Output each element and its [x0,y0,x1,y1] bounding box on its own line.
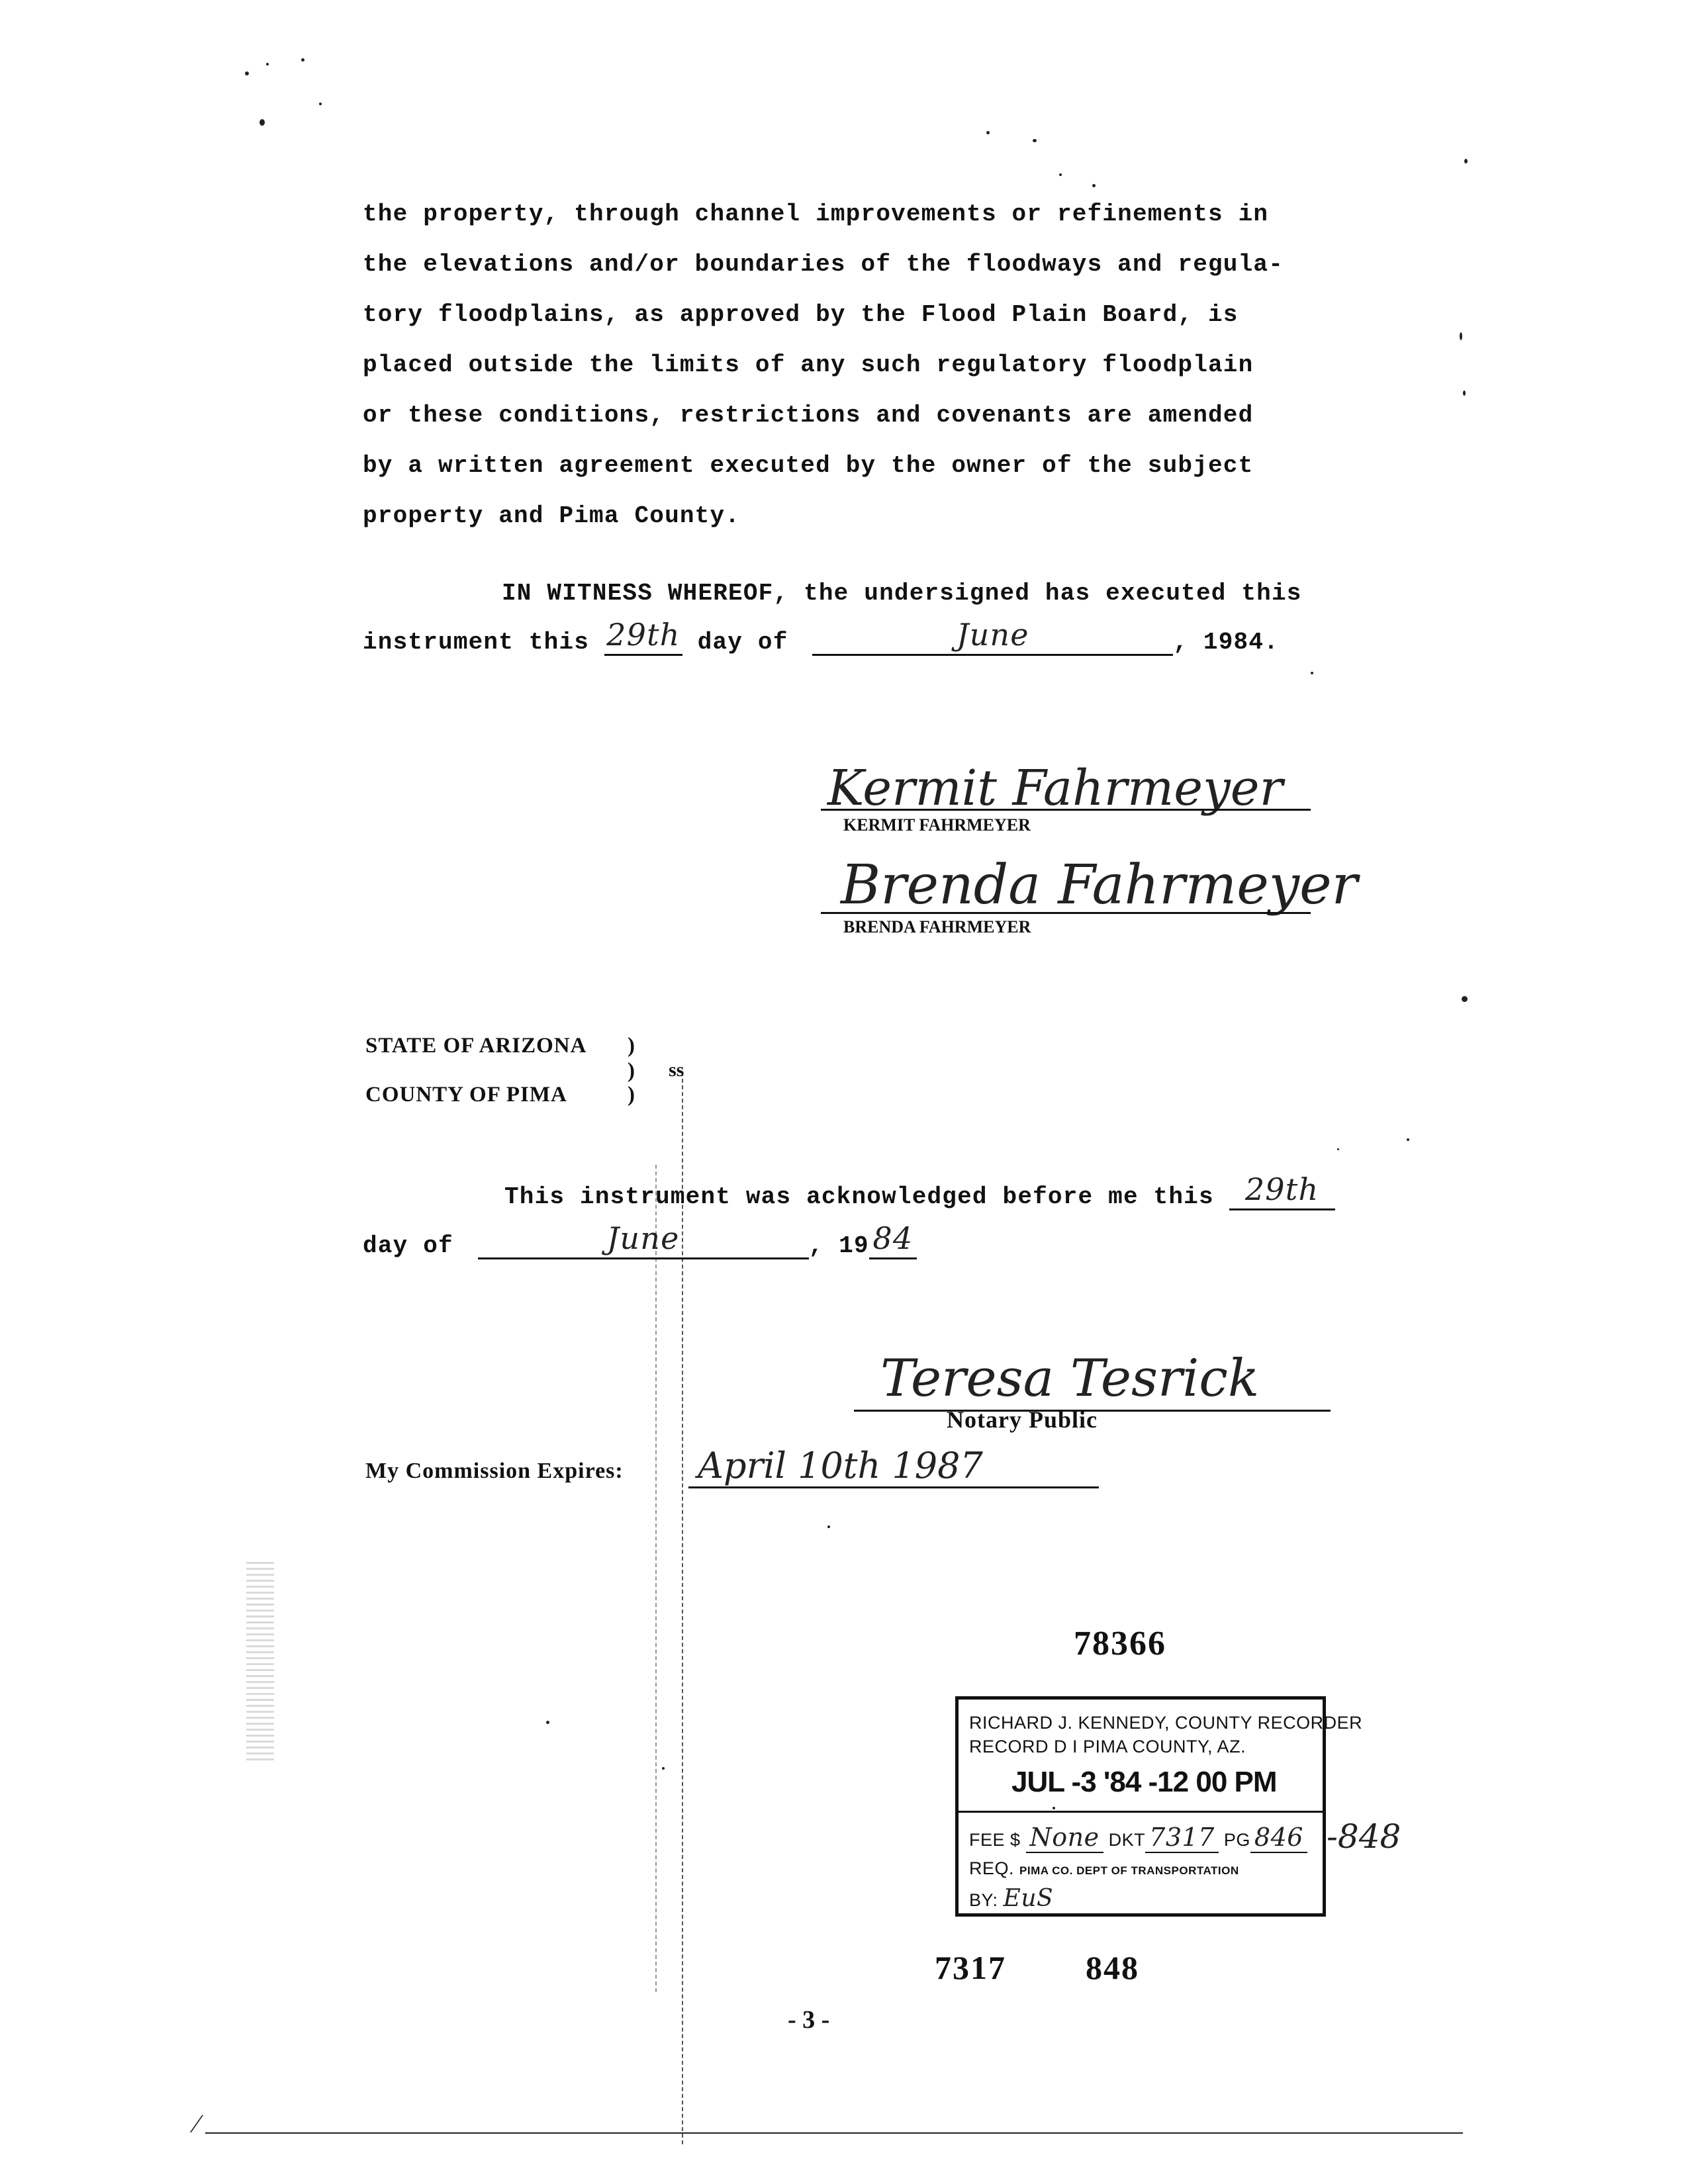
page-bottom-line [205,2132,1463,2134]
page-bottom-line-curl [190,2115,215,2132]
scan-smudge [246,1562,274,1760]
req-label: REQ. [969,1858,1015,1878]
scan-fold-line [655,1165,657,1992]
ack-month: June [606,1220,680,1256]
signature-line [821,809,1311,811]
venue-paren: ) [628,1034,635,1058]
witness-line: IN WITNESS WHEREOF, the undersigned has executed this [502,580,1302,607]
ack-year-prefix: , 19 [808,1232,869,1259]
signature-line [821,912,1311,914]
fee-value: None [1026,1823,1103,1853]
notary-signature: Teresa Tesrick [880,1349,1260,1408]
pg-value: 846 [1250,1823,1307,1853]
stamp-divider [959,1811,1323,1813]
witness-day-field [604,617,682,656]
recording-number: 78366 [1074,1625,1166,1662]
ack-day-field [1229,1171,1335,1210]
commission-field [688,1445,1099,1488]
recorder-stamp [955,1696,1363,1917]
body-line: property and Pima County. [363,502,741,529]
stamp-by-row [969,1885,1053,1912]
commission-value: April 10th 1987 [698,1445,983,1486]
ack-day: 29th [1244,1171,1319,1207]
stamp-fee-row [969,1823,1307,1852]
witness-day: 29th [606,617,680,653]
stamp-county: RECORD D I PIMA COUNTY, AZ. [969,1737,1246,1756]
signer-name: KERMIT FAHRMEYER [843,815,1031,835]
stamp-date: JUL -3 '84 -12 00 PM [1011,1766,1277,1798]
signature-brenda: Brenda Fahrmeyer [841,854,1358,917]
witness-month-field [812,617,1173,656]
ack-line [504,1171,1335,1210]
venue-county: COUNTY OF PIMA [365,1083,567,1107]
venue-paren: ) [628,1059,635,1083]
body-line: the elevations and/or boundaries of the floodways and regula- [363,251,1284,278]
witness-date-line [363,617,1279,656]
commission-label: My Commission Expires: [365,1459,624,1483]
body-line: placed outside the limits of any such regulatory floodplain [363,351,1254,379]
venue-state: STATE OF ARIZONA [365,1034,587,1058]
page-footer-number: - 3 - [788,2006,830,2034]
body-line: or these conditions, restrictions and covenants are amended [363,402,1254,429]
signature-kermit: Kermit Fahrmeyer [827,760,1283,817]
witness-month: June [956,617,1029,653]
docket-number: 7317 [935,1949,1006,1986]
venue-ss: ss [669,1059,684,1081]
page-number-record: 848 [1086,1949,1139,1986]
witness-mid: day of [697,629,788,656]
by-value: EuS [1003,1885,1054,1912]
page-range-end: -848 [1327,1817,1401,1856]
ack-day-prefix: day of [363,1232,453,1259]
body-line: the property, through channel improvements or refinements in [363,201,1269,228]
by-label: BY: [969,1890,998,1910]
dkt-label: DKT [1108,1830,1146,1850]
stamp-req-row [969,1858,1239,1879]
ack-month-field [478,1220,809,1259]
witness-prefix: instrument this [363,629,590,656]
ack-year-field [869,1220,917,1259]
notary-label: Notary Public [947,1406,1098,1433]
body-line: by a written agreement executed by the owner of the subject [363,452,1254,479]
stamp-recorder: RICHARD J. KENNEDY, COUNTY RECORDER [969,1713,1363,1733]
ack-year: 84 [872,1220,914,1256]
ack-text: This instrument was acknowledged before me this [504,1183,1214,1210]
signer-name: BRENDA FAHRMEYER [843,917,1031,936]
dkt-value: 7317 [1145,1823,1219,1853]
venue-paren: ) [628,1083,635,1107]
req-value: PIMA CO. DEPT OF TRANSPORTATION [1019,1864,1239,1877]
fee-label: FEE $ [969,1830,1021,1850]
body-line: tory floodplains, as approved by the Flood Plain Board, is [363,301,1239,328]
pg-label: PG [1223,1830,1250,1850]
ack-date-line [363,1220,917,1259]
witness-year: , 1984. [1173,629,1279,656]
